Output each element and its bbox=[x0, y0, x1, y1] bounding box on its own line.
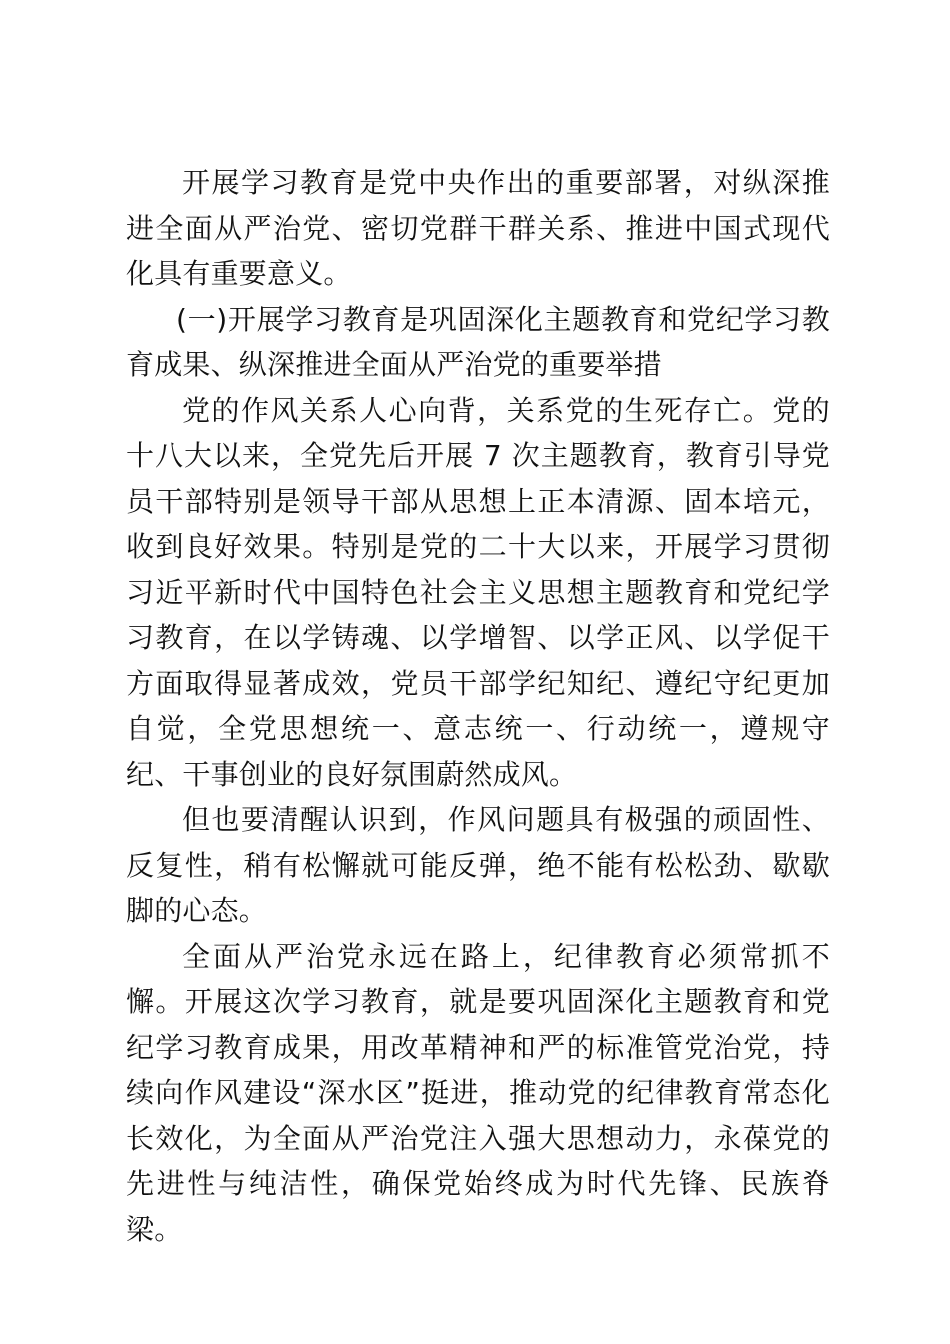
paragraph-discipline: 全面从严治党永远在路上，纪律教育必须常抓不懈。开展这次学习教育，就是要巩固深化主题教育和党纪学习教育成果，用改革精神和严的标准管党治党，持续向作风建设“深水区”挺进，推动党的纪律教育常态化长效化，为全面从严治党注入强大思想动力，永葆党的先进性与纯洁性，确保党始终成为时代先锋、民族脊梁。 bbox=[126, 939, 830, 1246]
paragraph-work-style: 党的作风关系人心向背，关系党的生死存亡。党的十八大以来，全党先后开展 7 次主题教育，教育引导党员干部特别是领导干部从思想上正本清源、固本培元，收到良好效果。特别是党的二十大以来，开展学习贯彻习近平新时代中国特色社会主义思想主题教育和党纪学习教育，在以学铸魂、以学增智、以学正风、以学促干方面取得显著成效，党员干部学纪知纪、遵纪守纪更加自觉，全党思想统一、意志统一、行动统一，遵规守纪、干事创业的良好氛围蔚然成风。 bbox=[126, 393, 830, 791]
document-body bbox=[126, 160, 830, 1252]
paragraph-awareness: 但也要清醒认识到，作风问题具有极强的顽固性、反复性，稍有松懈就可能反弹，绝不能有松松劲、歇歇脚的心态。 bbox=[126, 803, 830, 927]
paragraph-intro: 开展学习教育是党中央作出的重要部署，对纵深推进全面从严治党、密切党群干群关系、推进中国式现代化具有重要意义。 bbox=[126, 166, 830, 290]
section-heading-1: (一)开展学习教育是巩固深化主题教育和党纪学习教育成果、纵深推进全面从严治党的重要举措 bbox=[126, 302, 830, 381]
